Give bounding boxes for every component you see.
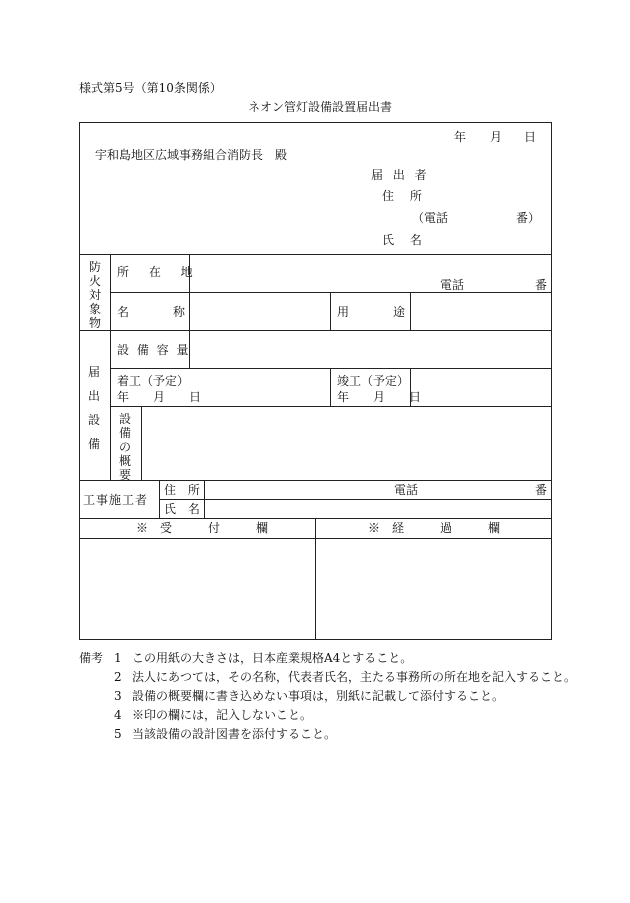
row-line	[159, 499, 552, 500]
contractor-phone-ban: 番	[535, 483, 548, 497]
note-text: 設備の概要欄に書き込めない事項は，別紙に記載して添付すること。	[132, 689, 505, 703]
contractor-phone-label: 電話	[394, 483, 419, 497]
col-line	[141, 406, 142, 480]
notes-label: 備考	[79, 651, 104, 665]
note-number: 1	[114, 651, 122, 665]
col-line	[410, 292, 411, 330]
row-line	[79, 480, 552, 481]
row-line	[79, 254, 552, 255]
row-line	[79, 330, 552, 331]
form-number: 様式第5号（第10条関係）	[79, 81, 222, 95]
col-line	[204, 480, 205, 518]
location-phone-ban: 番	[535, 278, 548, 292]
capacity-label: 設 備 容 量	[117, 343, 191, 357]
note-text: 当該設備の設計図書を添付すること。	[132, 727, 337, 741]
row-line	[110, 406, 552, 407]
start-ymd: 年 月 日	[117, 390, 202, 404]
location-phone-label: 電話	[440, 278, 465, 292]
row-line	[110, 292, 552, 293]
equipment-label: 届出設備	[87, 365, 100, 451]
fire-target-label: 防火対象物	[88, 260, 101, 330]
note-number: 4	[114, 708, 122, 722]
notifier-name-label: 氏 名	[382, 233, 428, 247]
note-number: 2	[114, 670, 122, 684]
note-text: この用紙の大きさは，日本産業規格A4とすること。	[132, 651, 413, 665]
contractor-label: 工事施工者	[83, 493, 149, 507]
complete-label: 竣工（予定）	[337, 374, 410, 388]
use-label-a: 用	[337, 305, 350, 319]
notifier-phone-open: （電話	[412, 211, 449, 225]
notifier-address-label: 住 所	[382, 189, 428, 203]
progress-label: ※ 経 過 欄	[368, 521, 501, 535]
contractor-name-label: 氏 名	[164, 502, 204, 516]
addressee: 宇和島地区広域事務組合消防長 殿	[95, 148, 288, 162]
name-label-b: 称	[173, 305, 186, 319]
col-line	[330, 292, 331, 330]
overview-label: 設備の概要	[118, 412, 131, 482]
contractor-address-label: 住 所	[164, 483, 204, 497]
notifier-label: 届 出 者	[371, 168, 430, 182]
col-line	[315, 518, 316, 640]
form-title: ネオン管灯設備設置届出書	[248, 100, 393, 114]
date-year: 年	[454, 130, 467, 144]
col-line	[159, 480, 160, 518]
row-line	[110, 368, 552, 369]
col-line	[330, 368, 331, 406]
use-label-b: 途	[393, 305, 406, 319]
col-line	[110, 254, 111, 480]
notifier-phone-close: 番）	[516, 211, 541, 225]
reception-label: ※ 受 付 欄	[136, 521, 269, 535]
name-label-a: 名	[117, 305, 130, 319]
location-label: 所 在 地	[117, 265, 201, 279]
complete-ymd: 年 月 日	[337, 390, 422, 404]
date-day: 日	[524, 130, 537, 144]
start-label: 着工（予定）	[117, 374, 190, 388]
date-month: 月	[490, 130, 503, 144]
note-number: 3	[114, 689, 122, 703]
note-text: 法人にあつては，その名称，代表者氏名，主たる事務所の所在地を記入すること。	[132, 670, 577, 684]
note-number: 5	[114, 727, 122, 741]
note-text: ※印の欄には，記入しないこと。	[132, 708, 313, 722]
